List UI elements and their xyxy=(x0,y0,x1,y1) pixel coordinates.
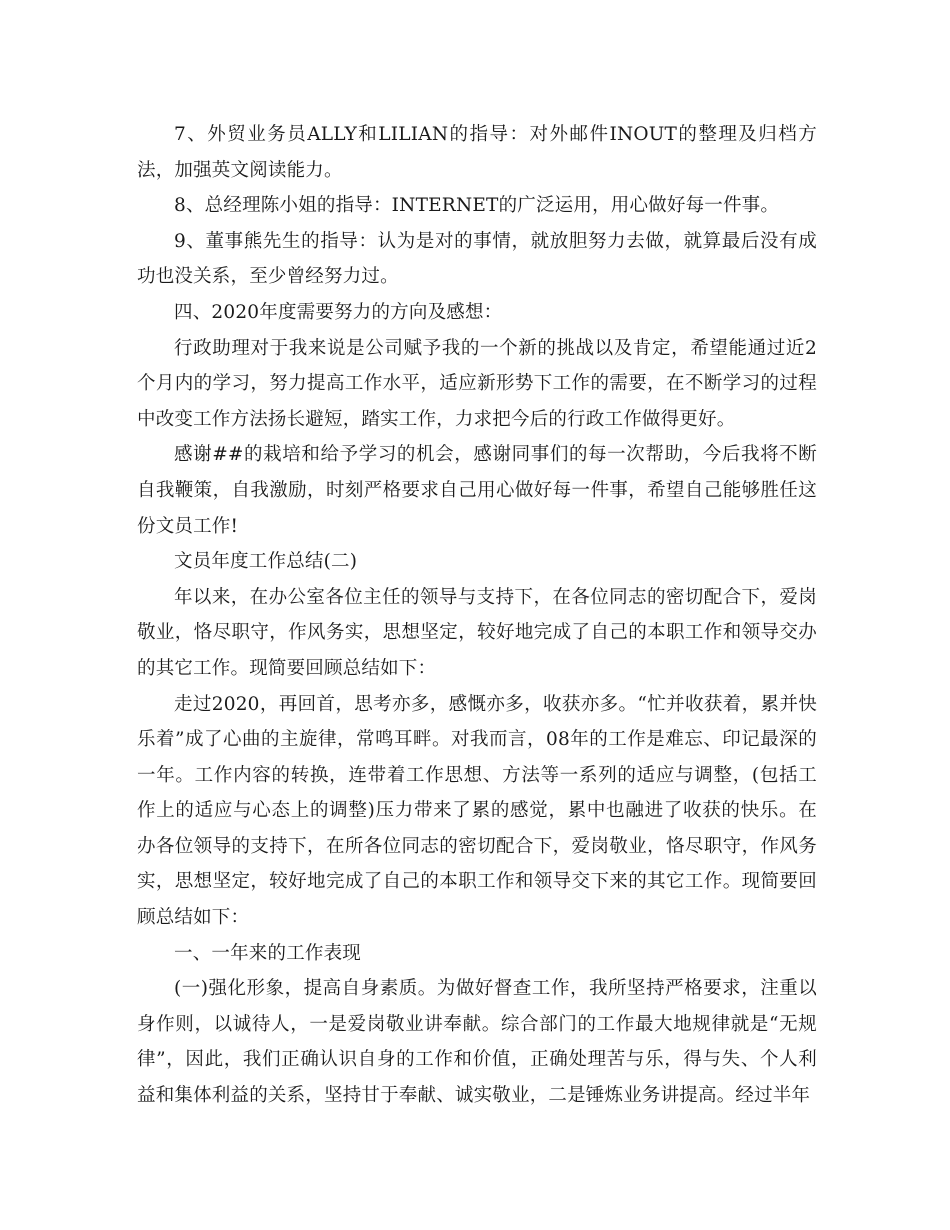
section-heading-4: 四、2020年度需要努力的方向及感想： xyxy=(174,301,503,323)
paragraph-admin-assistant: 行政助理对于我来说是公司赋予我的一个新的挑战以及肯定，希望能通过近2个月内的学习，努力提高工作水平，适应新形势下工作的需要，在不断学习的过程中改变工作方法扬长避短，踏实工作，力求把今后的行政工作做得更好。 xyxy=(137,337,817,430)
paragraph-item-9: 9、董事熊先生的指导：认为是对的事情，就放胆努力去做，就算最后没有成功也没关系，至少曾经努力过。 xyxy=(137,230,817,288)
paragraph-intro: 年以来，在办公室各位主任的领导与支持下，在各位同志的密切配合下，爱岗敬业，恪尽职守，作风务实，思想坚定，较好地完成了自己的本职工作和领导交办的其它工作。现简要回顾总结如下： xyxy=(137,586,817,679)
paragraph-item-7: 7、外贸业务员ALLY和LILIAN的指导：对外邮件INOUT的整理及归档方法，加强英文阅读能力。 xyxy=(137,124,817,181)
document-subtitle: 文员年度工作总结(二) xyxy=(174,551,358,573)
paragraph-item-8: 8、总经理陈小姐的指导：INTERNET的广泛运用，用心做好每一件事。 xyxy=(174,195,780,217)
paragraph-thanks: 感谢##的栽培和给予学习的机会，感谢同事们的每一次帮助，今后我将不断自我鞭策，自我激励，时刻严格要求自己用心做好每一件事，希望自己能够胜任这份文员工作! xyxy=(137,444,817,537)
document-body xyxy=(137,117,817,1114)
section-heading-1: 一、一年来的工作表现 xyxy=(174,942,362,964)
paragraph-review: 走过2020，再回首，思考亦多，感慨亦多，收获亦多。“忙并收获着，累并快乐着”成了心曲的主旋律，常鸣耳畔。对我而言，08年的工作是难忘、印记最深的一年。工作内容的转换，连带着工作思想、方法等一系列的适应与调整，(包括工作上的适应与心态上的调整)压力带来了累的感觉，累中也融进了收获的快乐。在办各位领导的支持下，在所各位同志的密切配合下，爱岗敬业，恪尽职守，作风务实，思想坚定，较好地完成了自己的本职工作和领导交下来的其它工作。现简要回顾总结如下： xyxy=(137,693,817,929)
paragraph-image-building: (一)强化形象，提高自身素质。为做好督查工作，我所坚持严格要求，注重以身作则，以诚待人，一是爱岗敬业讲奉献。综合部门的工作最大地规律就是“无规律”，因此，我们正确认识自身的工作和价值，正确处理苦与乐，得与失、个人利益和集体利益的关系，坚持甘于奉献、诚实敬业，二是锤炼业务讲提高。经过半年 xyxy=(137,978,817,1107)
